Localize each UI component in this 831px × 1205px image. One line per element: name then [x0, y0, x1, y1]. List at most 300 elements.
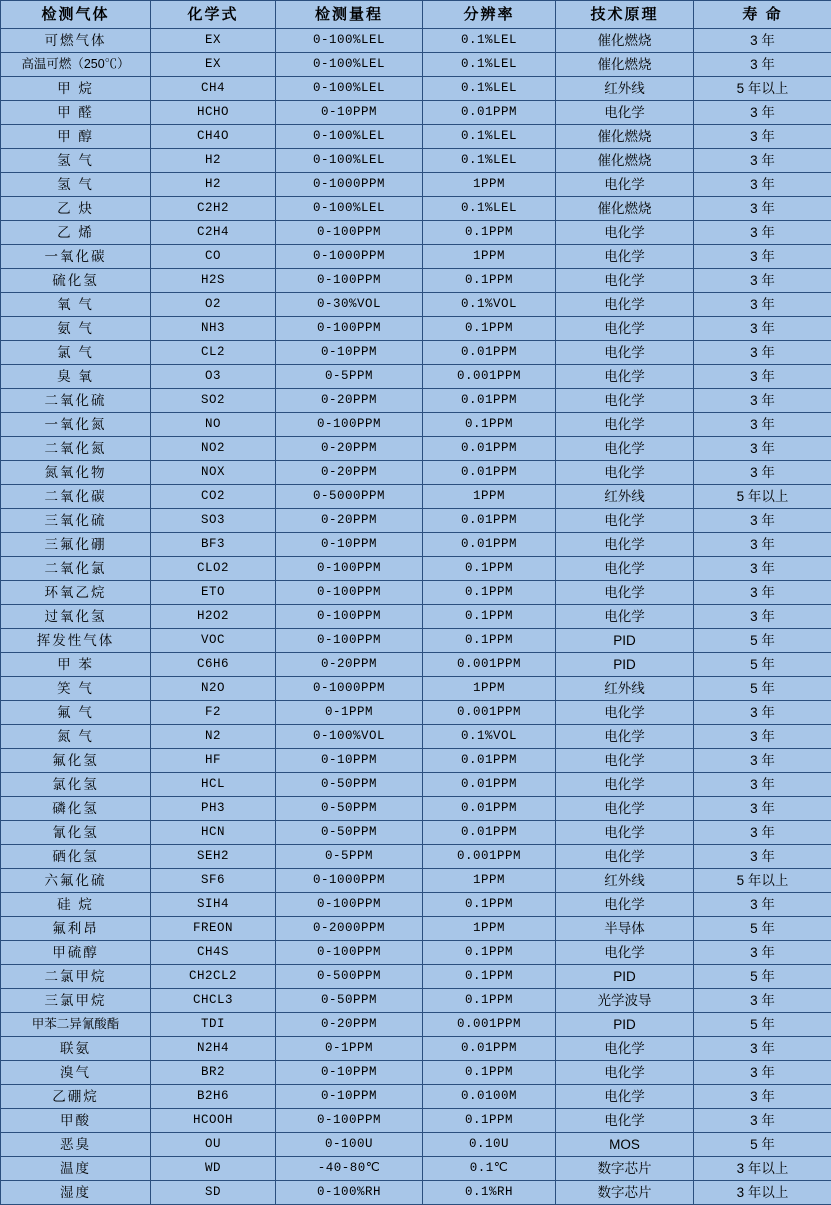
cell-range: 0-30%VOL	[276, 293, 423, 317]
cell-principle: 催化燃烧	[556, 29, 694, 53]
cell-gas: 二氧化硫	[1, 389, 151, 413]
cell-range: 0-5000PPM	[276, 485, 423, 509]
cell-formula: H2O2	[151, 605, 276, 629]
table-row	[1, 941, 831, 965]
cell-formula: NOX	[151, 461, 276, 485]
cell-range: 0-100PPM	[276, 413, 423, 437]
cell-principle: MOS	[556, 1133, 694, 1157]
cell-lifespan: 5 年以上	[694, 869, 831, 893]
cell-principle: 电化学	[556, 893, 694, 917]
cell-range: 0-1000PPM	[276, 869, 423, 893]
cell-principle: PID	[556, 1013, 694, 1037]
cell-lifespan: 3 年	[694, 701, 831, 725]
cell-lifespan: 5 年	[694, 1133, 831, 1157]
cell-lifespan: 5 年	[694, 677, 831, 701]
cell-lifespan: 3 年	[694, 53, 831, 77]
cell-gas: 三氧化硫	[1, 509, 151, 533]
cell-resolution: 0.01PPM	[423, 461, 556, 485]
cell-resolution: 1PPM	[423, 485, 556, 509]
cell-resolution: 0.01PPM	[423, 797, 556, 821]
table-row	[1, 1013, 831, 1037]
cell-gas: 氮氧化物	[1, 461, 151, 485]
table-row	[1, 461, 831, 485]
cell-formula: HCN	[151, 821, 276, 845]
cell-lifespan: 3 年	[694, 317, 831, 341]
cell-resolution: 0.01PPM	[423, 1037, 556, 1061]
table-header-row	[1, 1, 831, 29]
cell-formula: NO	[151, 413, 276, 437]
table-row	[1, 485, 831, 509]
table-body	[1, 29, 831, 1205]
table-row	[1, 557, 831, 581]
cell-lifespan: 3 年	[694, 1037, 831, 1061]
cell-range: 0-20PPM	[276, 1013, 423, 1037]
cell-gas: 硫化氢	[1, 269, 151, 293]
cell-principle: 电化学	[556, 461, 694, 485]
cell-gas: 温度	[1, 1157, 151, 1181]
cell-resolution: 0.10U	[423, 1133, 556, 1157]
table-row	[1, 701, 831, 725]
table-row	[1, 149, 831, 173]
cell-lifespan: 3 年	[694, 845, 831, 869]
cell-range: -40-80℃	[276, 1157, 423, 1181]
cell-range: 0-100PPM	[276, 893, 423, 917]
cell-range: 0-500PPM	[276, 965, 423, 989]
cell-gas: 一氧化氮	[1, 413, 151, 437]
cell-range: 0-10PPM	[276, 101, 423, 125]
cell-principle: 电化学	[556, 1085, 694, 1109]
cell-gas: 硒化氢	[1, 845, 151, 869]
cell-resolution: 0.1PPM	[423, 413, 556, 437]
cell-lifespan: 3 年	[694, 509, 831, 533]
cell-principle: 催化燃烧	[556, 53, 694, 77]
cell-range: 0-100%RH	[276, 1181, 423, 1205]
cell-lifespan: 3 年	[694, 173, 831, 197]
cell-formula: HCHO	[151, 101, 276, 125]
cell-resolution: 0.1PPM	[423, 893, 556, 917]
cell-formula: BR2	[151, 1061, 276, 1085]
cell-resolution: 0.1PPM	[423, 269, 556, 293]
cell-resolution: 0.01PPM	[423, 437, 556, 461]
cell-lifespan: 3 年	[694, 557, 831, 581]
cell-gas: 湿度	[1, 1181, 151, 1205]
cell-principle: 电化学	[556, 365, 694, 389]
table-row	[1, 533, 831, 557]
cell-gas: 氰化氢	[1, 821, 151, 845]
cell-principle: 红外线	[556, 77, 694, 101]
table-row	[1, 293, 831, 317]
table-header	[1, 1, 831, 29]
table-row	[1, 917, 831, 941]
cell-lifespan: 3 年	[694, 197, 831, 221]
cell-lifespan: 3 年	[694, 893, 831, 917]
cell-principle: 电化学	[556, 1061, 694, 1085]
cell-range: 0-20PPM	[276, 653, 423, 677]
table-row	[1, 317, 831, 341]
table-row	[1, 581, 831, 605]
cell-principle: 电化学	[556, 701, 694, 725]
cell-formula: N2H4	[151, 1037, 276, 1061]
cell-gas: 一氧化碳	[1, 245, 151, 269]
cell-lifespan: 3 年	[694, 101, 831, 125]
table-row	[1, 773, 831, 797]
column-header-lifespan: 寿 命	[694, 1, 831, 29]
cell-principle: 电化学	[556, 557, 694, 581]
cell-formula: EX	[151, 29, 276, 53]
cell-lifespan: 3 年	[694, 29, 831, 53]
cell-principle: 电化学	[556, 317, 694, 341]
cell-resolution: 0.1%LEL	[423, 149, 556, 173]
table-row	[1, 965, 831, 989]
cell-formula: HCL	[151, 773, 276, 797]
cell-principle: 电化学	[556, 581, 694, 605]
table-row	[1, 725, 831, 749]
cell-formula: C2H4	[151, 221, 276, 245]
table-row	[1, 53, 831, 77]
cell-gas: 甲 醇	[1, 125, 151, 149]
cell-formula: C6H6	[151, 653, 276, 677]
cell-gas: 氟 气	[1, 701, 151, 725]
cell-lifespan: 5 年	[694, 965, 831, 989]
table-row	[1, 269, 831, 293]
cell-resolution: 1PPM	[423, 245, 556, 269]
cell-lifespan: 3 年	[694, 389, 831, 413]
cell-principle: 电化学	[556, 341, 694, 365]
cell-lifespan: 3 年	[694, 725, 831, 749]
cell-formula: CHCL3	[151, 989, 276, 1013]
cell-formula: H2S	[151, 269, 276, 293]
cell-resolution: 0.01PPM	[423, 749, 556, 773]
table-row	[1, 1037, 831, 1061]
cell-principle: 催化燃烧	[556, 125, 694, 149]
cell-formula: C2H2	[151, 197, 276, 221]
cell-principle: PID	[556, 965, 694, 989]
cell-gas: 三氟化硼	[1, 533, 151, 557]
cell-range: 0-1PPM	[276, 1037, 423, 1061]
cell-principle: 催化燃烧	[556, 149, 694, 173]
cell-formula: BF3	[151, 533, 276, 557]
cell-gas: 磷化氢	[1, 797, 151, 821]
table-row	[1, 869, 831, 893]
table-row	[1, 797, 831, 821]
cell-lifespan: 3 年	[694, 149, 831, 173]
cell-resolution: 0.001PPM	[423, 845, 556, 869]
cell-formula: OU	[151, 1133, 276, 1157]
cell-formula: NH3	[151, 317, 276, 341]
cell-resolution: 0.0100M	[423, 1085, 556, 1109]
cell-range: 0-10PPM	[276, 1061, 423, 1085]
cell-gas: 氯化氢	[1, 773, 151, 797]
cell-principle: 电化学	[556, 509, 694, 533]
cell-principle: 电化学	[556, 269, 694, 293]
cell-lifespan: 3 年	[694, 125, 831, 149]
cell-principle: 电化学	[556, 1037, 694, 1061]
cell-gas: 二氧化氯	[1, 557, 151, 581]
column-header-range: 检测量程	[276, 1, 423, 29]
cell-gas: 氢 气	[1, 149, 151, 173]
cell-resolution: 0.01PPM	[423, 341, 556, 365]
cell-principle: 电化学	[556, 941, 694, 965]
cell-range: 0-100PPM	[276, 941, 423, 965]
cell-principle: 电化学	[556, 797, 694, 821]
cell-formula: EX	[151, 53, 276, 77]
cell-gas: 臭 氧	[1, 365, 151, 389]
cell-gas: 甲 烷	[1, 77, 151, 101]
table-row	[1, 125, 831, 149]
cell-formula: F2	[151, 701, 276, 725]
cell-gas: 二氧化氮	[1, 437, 151, 461]
cell-lifespan: 3 年	[694, 1061, 831, 1085]
cell-range: 0-100PPM	[276, 1109, 423, 1133]
cell-formula: SO2	[151, 389, 276, 413]
cell-lifespan: 3 年	[694, 437, 831, 461]
cell-range: 0-50PPM	[276, 773, 423, 797]
cell-lifespan: 3 年	[694, 413, 831, 437]
cell-resolution: 0.1PPM	[423, 557, 556, 581]
cell-range: 0-100%LEL	[276, 197, 423, 221]
cell-formula: N2O	[151, 677, 276, 701]
cell-principle: 电化学	[556, 389, 694, 413]
cell-resolution: 0.001PPM	[423, 365, 556, 389]
cell-lifespan: 3 年	[694, 605, 831, 629]
cell-principle: 数字芯片	[556, 1181, 694, 1205]
cell-range: 0-100PPM	[276, 605, 423, 629]
cell-resolution: 0.01PPM	[423, 101, 556, 125]
cell-lifespan: 3 年	[694, 245, 831, 269]
cell-resolution: 0.1PPM	[423, 317, 556, 341]
table-row	[1, 1061, 831, 1085]
cell-resolution: 0.1PPM	[423, 941, 556, 965]
table-row	[1, 77, 831, 101]
cell-formula: CO	[151, 245, 276, 269]
cell-resolution: 0.1PPM	[423, 581, 556, 605]
cell-lifespan: 3 年	[694, 269, 831, 293]
cell-lifespan: 3 年	[694, 581, 831, 605]
cell-formula: PH3	[151, 797, 276, 821]
cell-resolution: 0.001PPM	[423, 701, 556, 725]
cell-range: 0-100PPM	[276, 317, 423, 341]
cell-lifespan: 5 年	[694, 1013, 831, 1037]
cell-range: 0-5PPM	[276, 845, 423, 869]
cell-formula: CH4O	[151, 125, 276, 149]
cell-gas: 二氧化碳	[1, 485, 151, 509]
cell-gas: 甲 苯	[1, 653, 151, 677]
cell-lifespan: 3 年	[694, 797, 831, 821]
cell-formula: B2H6	[151, 1085, 276, 1109]
column-header-formula: 化学式	[151, 1, 276, 29]
cell-principle: 红外线	[556, 677, 694, 701]
cell-gas: 氨 气	[1, 317, 151, 341]
table-row	[1, 245, 831, 269]
cell-resolution: 0.1%VOL	[423, 293, 556, 317]
cell-resolution: 0.1PPM	[423, 1109, 556, 1133]
cell-formula: H2	[151, 149, 276, 173]
cell-gas: 甲硫醇	[1, 941, 151, 965]
table-row	[1, 1157, 831, 1181]
table-row	[1, 629, 831, 653]
cell-formula: CL2	[151, 341, 276, 365]
cell-resolution: 0.1%RH	[423, 1181, 556, 1205]
cell-principle: 电化学	[556, 1109, 694, 1133]
table-row	[1, 341, 831, 365]
cell-formula: N2	[151, 725, 276, 749]
cell-formula: HCOOH	[151, 1109, 276, 1133]
cell-gas: 笑 气	[1, 677, 151, 701]
cell-range: 0-1000PPM	[276, 173, 423, 197]
cell-resolution: 0.1%LEL	[423, 53, 556, 77]
cell-formula: CH2CL2	[151, 965, 276, 989]
cell-gas: 可燃气体	[1, 29, 151, 53]
cell-resolution: 0.1PPM	[423, 605, 556, 629]
cell-lifespan: 3 年	[694, 989, 831, 1013]
cell-resolution: 0.01PPM	[423, 773, 556, 797]
table-row	[1, 509, 831, 533]
cell-range: 0-100PPM	[276, 581, 423, 605]
cell-formula: HF	[151, 749, 276, 773]
cell-formula: SD	[151, 1181, 276, 1205]
table-row	[1, 989, 831, 1013]
table-row	[1, 1109, 831, 1133]
cell-range: 0-10PPM	[276, 341, 423, 365]
cell-range: 0-20PPM	[276, 461, 423, 485]
cell-gas: 三氯甲烷	[1, 989, 151, 1013]
cell-range: 0-10PPM	[276, 533, 423, 557]
cell-resolution: 0.1%LEL	[423, 77, 556, 101]
cell-principle: 电化学	[556, 821, 694, 845]
cell-gas: 联氨	[1, 1037, 151, 1061]
cell-resolution: 0.001PPM	[423, 1013, 556, 1037]
cell-principle: 红外线	[556, 869, 694, 893]
cell-range: 0-10PPM	[276, 749, 423, 773]
cell-gas: 氧 气	[1, 293, 151, 317]
cell-formula: FREON	[151, 917, 276, 941]
cell-range: 0-1000PPM	[276, 245, 423, 269]
cell-resolution: 0.1PPM	[423, 989, 556, 1013]
cell-principle: 数字芯片	[556, 1157, 694, 1181]
cell-gas: 过氧化氢	[1, 605, 151, 629]
cell-gas: 挥发性气体	[1, 629, 151, 653]
cell-lifespan: 3 年	[694, 1085, 831, 1109]
table-row	[1, 29, 831, 53]
table-row	[1, 1085, 831, 1109]
table-row	[1, 653, 831, 677]
cell-range: 0-100PPM	[276, 557, 423, 581]
table-row	[1, 1181, 831, 1205]
cell-formula: CH4	[151, 77, 276, 101]
cell-lifespan: 5 年	[694, 917, 831, 941]
cell-range: 0-50PPM	[276, 821, 423, 845]
cell-range: 0-100%LEL	[276, 53, 423, 77]
cell-gas: 氯 气	[1, 341, 151, 365]
cell-formula: SEH2	[151, 845, 276, 869]
cell-formula: NO2	[151, 437, 276, 461]
cell-gas: 环氧乙烷	[1, 581, 151, 605]
cell-lifespan: 3 年	[694, 533, 831, 557]
cell-gas: 恶臭	[1, 1133, 151, 1157]
cell-principle: 电化学	[556, 533, 694, 557]
cell-formula: ETO	[151, 581, 276, 605]
cell-principle: 电化学	[556, 725, 694, 749]
cell-principle: 电化学	[556, 437, 694, 461]
cell-resolution: 0.1%LEL	[423, 29, 556, 53]
cell-resolution: 0.1PPM	[423, 221, 556, 245]
cell-range: 0-20PPM	[276, 437, 423, 461]
cell-gas: 氮 气	[1, 725, 151, 749]
cell-resolution: 1PPM	[423, 173, 556, 197]
cell-formula: SO3	[151, 509, 276, 533]
cell-lifespan: 3 年	[694, 341, 831, 365]
cell-gas: 氢 气	[1, 173, 151, 197]
cell-range: 0-20PPM	[276, 509, 423, 533]
cell-formula: H2	[151, 173, 276, 197]
cell-lifespan: 5 年以上	[694, 485, 831, 509]
table-row	[1, 389, 831, 413]
cell-lifespan: 3 年	[694, 1109, 831, 1133]
cell-range: 0-100%LEL	[276, 149, 423, 173]
cell-range: 0-100%LEL	[276, 29, 423, 53]
cell-range: 0-100U	[276, 1133, 423, 1157]
cell-formula: CLO2	[151, 557, 276, 581]
cell-lifespan: 3 年以上	[694, 1181, 831, 1205]
cell-formula: O2	[151, 293, 276, 317]
cell-principle: PID	[556, 653, 694, 677]
cell-lifespan: 5 年以上	[694, 77, 831, 101]
table-row	[1, 101, 831, 125]
cell-resolution: 0.1%VOL	[423, 725, 556, 749]
cell-range: 0-1PPM	[276, 701, 423, 725]
table-row	[1, 845, 831, 869]
cell-lifespan: 3 年	[694, 749, 831, 773]
cell-resolution: 0.001PPM	[423, 653, 556, 677]
cell-range: 0-10PPM	[276, 1085, 423, 1109]
cell-principle: 电化学	[556, 605, 694, 629]
table-row	[1, 173, 831, 197]
cell-lifespan: 3 年	[694, 773, 831, 797]
table-row	[1, 605, 831, 629]
cell-resolution: 0.01PPM	[423, 389, 556, 413]
cell-formula: WD	[151, 1157, 276, 1181]
cell-gas: 氟利昂	[1, 917, 151, 941]
table-row	[1, 413, 831, 437]
cell-range: 0-50PPM	[276, 797, 423, 821]
cell-principle: 电化学	[556, 749, 694, 773]
cell-formula: SF6	[151, 869, 276, 893]
cell-resolution: 0.1PPM	[423, 629, 556, 653]
cell-resolution: 0.01PPM	[423, 533, 556, 557]
cell-formula: CO2	[151, 485, 276, 509]
cell-lifespan: 3 年	[694, 821, 831, 845]
cell-gas: 溴气	[1, 1061, 151, 1085]
cell-principle: 电化学	[556, 245, 694, 269]
cell-principle: 光学波导	[556, 989, 694, 1013]
cell-lifespan: 3 年	[694, 221, 831, 245]
column-header-gas: 检测气体	[1, 1, 151, 29]
column-header-principle: 技术原理	[556, 1, 694, 29]
cell-gas: 甲苯二异氰酸酯	[1, 1013, 151, 1037]
cell-range: 0-50PPM	[276, 989, 423, 1013]
cell-principle: 电化学	[556, 413, 694, 437]
cell-resolution: 0.1PPM	[423, 1061, 556, 1085]
cell-range: 0-20PPM	[276, 389, 423, 413]
cell-lifespan: 3 年	[694, 365, 831, 389]
cell-range: 0-100%LEL	[276, 77, 423, 101]
cell-gas: 六氟化硫	[1, 869, 151, 893]
cell-range: 0-1000PPM	[276, 677, 423, 701]
cell-principle: 电化学	[556, 173, 694, 197]
cell-gas: 乙 烯	[1, 221, 151, 245]
cell-lifespan: 3 年	[694, 941, 831, 965]
cell-principle: 电化学	[556, 221, 694, 245]
